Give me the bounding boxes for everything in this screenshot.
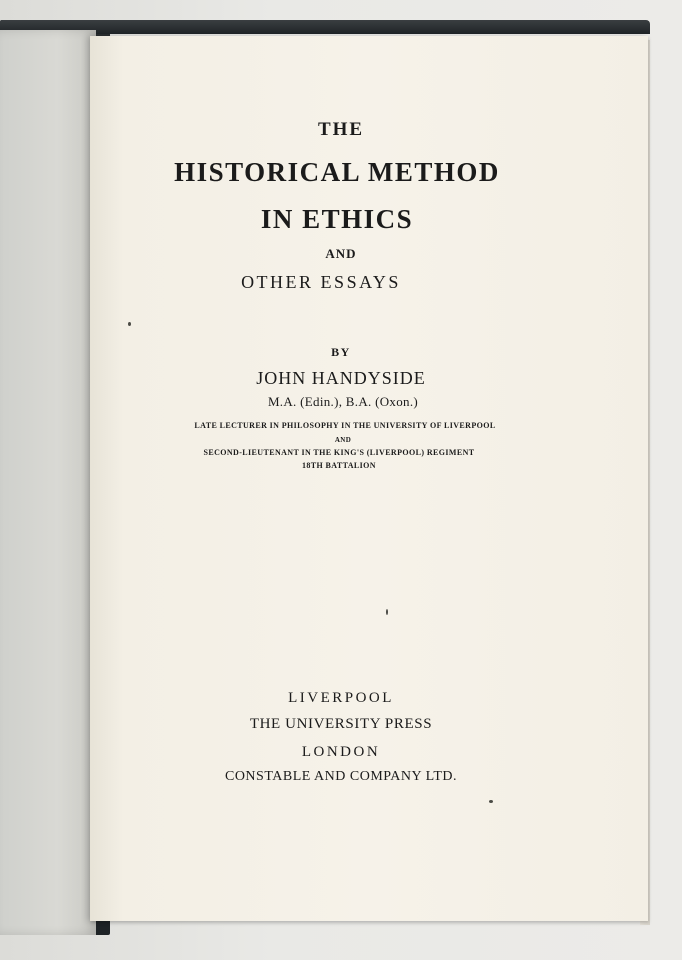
imprint-place-1: LIVERPOOL <box>288 690 394 706</box>
author-description-line-2: SECOND-LIEUTENANT IN THE KING'S (LIVERPOOL) REGIMENT <box>203 448 475 457</box>
paper-speck <box>128 322 131 326</box>
title-line-1: HISTORICAL METHOD <box>174 157 500 187</box>
author-description-and: AND <box>334 436 352 444</box>
book-cover-top-edge <box>0 20 650 34</box>
title-line-2: IN ETHICS <box>260 204 414 234</box>
imprint-publisher: CONSTABLE AND COMPANY LTD. <box>224 769 458 784</box>
author-degrees: M.A. (Edin.), B.A. (Oxon.) <box>267 394 419 409</box>
paper-speck <box>489 800 493 803</box>
author-description-line-3: 18TH BATTALION <box>302 461 376 470</box>
author-description-line-1: LATE LECTURER IN PHILOSOPHY IN THE UNIVERSITY OF LIVERPOOL <box>194 421 496 430</box>
title-conjunction: AND <box>325 246 357 261</box>
imprint-place-2: LONDON <box>301 744 381 760</box>
byline-by: BY <box>331 345 351 359</box>
title-article: THE <box>317 119 365 140</box>
author-name: JOHN HANDYSIDE <box>256 368 426 388</box>
imprint-press: THE UNIVERSITY PRESS <box>249 716 433 732</box>
paper-speck <box>386 609 388 615</box>
subtitle: OTHER ESSAYS <box>241 272 401 292</box>
